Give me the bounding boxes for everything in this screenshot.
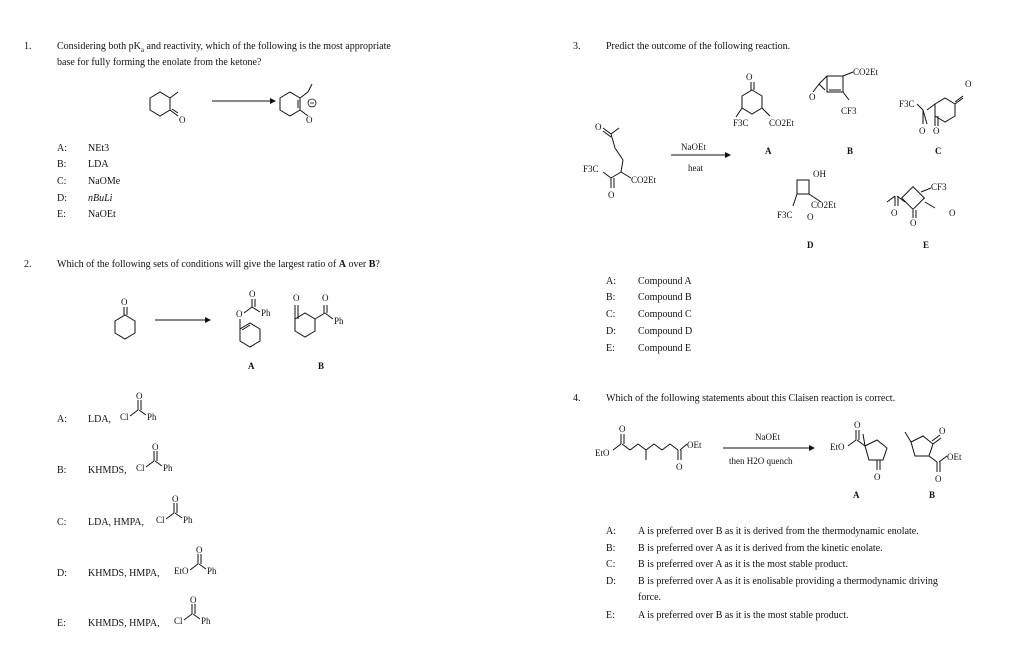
svg-text:O: O (965, 79, 972, 89)
svg-text:O: O (236, 309, 243, 319)
q3-label-d: D (807, 240, 814, 250)
svg-text:O: O (172, 495, 179, 504)
svg-text:O: O (807, 212, 814, 222)
svg-text:O: O (249, 289, 256, 299)
q4-reagent: NaOEt (755, 432, 780, 442)
q3-option-e[interactable]: Compound E (638, 343, 692, 354)
q4-number: 4. (573, 393, 581, 404)
svg-text:CO2Et: CO2Et (769, 118, 795, 128)
q3-label-b: B (847, 146, 854, 156)
q2-option-a-letter: A: (57, 414, 67, 425)
q1-option-c[interactable]: NaOMe (88, 176, 121, 187)
q2-option-c[interactable]: LDA, HMPA, (88, 517, 145, 528)
svg-text:Cl: Cl (136, 463, 145, 473)
svg-text:EtO: EtO (174, 566, 189, 576)
q3-label-e: E (923, 240, 930, 250)
svg-text:O: O (891, 208, 898, 218)
q1-option-d[interactable]: nBuLi (88, 193, 113, 204)
svg-text:O: O (809, 92, 816, 102)
q3-option-b-letter: B: (606, 292, 616, 303)
q4-option-d-continued: force. (638, 592, 662, 603)
svg-text:O: O (949, 208, 956, 218)
svg-text:O: O (306, 115, 313, 125)
svg-text:EtO: EtO (830, 442, 845, 452)
q4-question: Which of the following statements about this Claisen reaction is correct. (606, 393, 896, 404)
q3-number: 3. (573, 41, 581, 52)
q4-option-e-letter: E: (606, 610, 615, 621)
svg-text:O: O (136, 392, 143, 401)
svg-text:O: O (608, 190, 615, 200)
q4-scheme (595, 420, 1005, 505)
svg-text:O: O (152, 443, 159, 452)
q3-compound-d-oh: OH (813, 169, 826, 179)
q2-product-b-ph: Ph (334, 316, 344, 326)
svg-text:O: O (196, 546, 203, 555)
q2-scheme (100, 285, 370, 375)
svg-text:Ph: Ph (183, 515, 193, 525)
q3-option-c-letter: C: (606, 309, 616, 320)
q4-option-b[interactable]: B is preferred over A as it is derived from the kinetic enolate. (638, 543, 883, 554)
q3-sm-co2et: CO2Et (631, 175, 657, 185)
q3-scheme (565, 62, 1005, 257)
q2-option-b-reagent (134, 443, 184, 477)
q1-question: Considering both $pK_a$ and reactivity, which of the following is the most appropriate (57, 41, 391, 54)
q3-condition: heat (688, 163, 703, 173)
q4-sm-oet: OEt (687, 440, 702, 450)
q4-option-a-letter: A: (606, 526, 616, 537)
q3-option-d[interactable]: Compound D (638, 326, 693, 337)
q2-option-a-reagent (118, 392, 168, 426)
q3-option-d-letter: D: (606, 326, 616, 337)
q2-option-c-reagent (154, 495, 204, 529)
q2-option-d-reagent (172, 546, 228, 580)
q4-condition: then H2O quench (729, 456, 793, 466)
q3-question: Predict the outcome of the following reaction. (606, 41, 791, 52)
svg-text:O: O (676, 462, 683, 472)
q4-option-b-letter: B: (606, 543, 616, 554)
q2-option-a[interactable]: LDA, (88, 414, 112, 425)
svg-text:Ph: Ph (163, 463, 173, 473)
svg-text:O: O (293, 293, 300, 303)
q4-option-d[interactable]: B is preferred over A as it is enolisable providing a thermodynamic driving (638, 576, 938, 587)
q1-option-e-letter: E: (57, 209, 66, 220)
q2-label-b: B (318, 361, 325, 371)
svg-text:O: O (322, 293, 329, 303)
q2-number: 2. (24, 259, 32, 270)
q1-option-d-letter: D: (57, 193, 67, 204)
q4-option-c-letter: C: (606, 559, 616, 570)
q2-label-a: A (248, 361, 255, 371)
q2-option-e-letter: E: (57, 618, 66, 629)
svg-text:CF3: CF3 (841, 106, 857, 116)
q2-option-e[interactable]: KHMDS, HMPA, (88, 618, 160, 629)
svg-text:O: O (874, 472, 881, 482)
q2-option-c-letter: C: (57, 517, 67, 528)
q1-scheme (140, 76, 340, 126)
q1-option-a[interactable]: NEt3 (88, 143, 110, 154)
q3-reagent: NaOEt (681, 142, 706, 152)
svg-text:OEt: OEt (947, 452, 962, 462)
svg-text:O: O (619, 424, 626, 434)
q4-option-a[interactable]: A is preferred over B as it is derived from the thermodynamic enolate. (638, 526, 919, 537)
svg-text:O: O (121, 297, 128, 307)
svg-text:Cl: Cl (174, 616, 183, 626)
q1-option-a-letter: A: (57, 143, 67, 154)
svg-text:O: O (919, 126, 926, 136)
svg-text:CO2Et: CO2Et (853, 67, 879, 77)
q2-option-d[interactable]: KHMDS, HMPA, (88, 568, 160, 579)
q3-option-b[interactable]: Compound B (638, 292, 692, 303)
svg-text:Ph: Ph (147, 412, 157, 422)
q1-option-b-letter: B: (57, 159, 67, 170)
q4-option-c[interactable]: B is preferred over A as it is the most stable product. (638, 559, 848, 570)
svg-text:F3C: F3C (899, 99, 915, 109)
q1-option-e[interactable]: NaOEt (88, 209, 116, 220)
svg-text:Cl: Cl (156, 515, 165, 525)
q3-option-c[interactable]: Compound C (638, 309, 692, 320)
svg-text:Cl: Cl (120, 412, 129, 422)
q2-option-d-letter: D: (57, 568, 67, 579)
q2-option-e-reagent (172, 596, 222, 630)
svg-text:O: O (179, 115, 186, 125)
q1-number: 1. (24, 41, 32, 52)
q3-label-c: C (935, 146, 942, 156)
q3-option-a[interactable]: Compound A (638, 276, 692, 287)
q3-label-a: A (765, 146, 772, 156)
q2-product-a-ph: Ph (261, 308, 271, 318)
q1-option-c-letter: C: (57, 176, 67, 187)
svg-text:CO2Et: CO2Et (811, 200, 837, 210)
svg-text:O: O (595, 122, 602, 132)
q4-label-b: B (929, 490, 936, 500)
svg-text:O: O (939, 426, 946, 436)
svg-text:CF3: CF3 (931, 182, 947, 192)
svg-text:O: O (935, 474, 942, 484)
svg-text:F3C: F3C (733, 118, 749, 128)
q4-label-a: A (853, 490, 860, 500)
q1-option-b[interactable]: LDA (88, 159, 109, 170)
q4-option-d-letter: D: (606, 576, 616, 587)
q3-sm-f3c: F3C (583, 164, 599, 174)
svg-text:O: O (190, 596, 197, 605)
svg-text:O: O (910, 218, 917, 228)
svg-text:Ph: Ph (207, 566, 217, 576)
svg-text:O: O (933, 126, 940, 136)
q2-question: Which of the following sets of conditions will give the largest ratio of A over B? (57, 259, 380, 270)
svg-text:O: O (854, 420, 861, 430)
svg-text:Ph: Ph (201, 616, 211, 626)
q4-sm-eto: EtO (595, 448, 610, 458)
q2-option-b[interactable]: KHMDS, (88, 465, 127, 476)
q2-option-b-letter: B: (57, 465, 67, 476)
svg-text:O: O (746, 72, 753, 82)
q3-option-e-letter: E: (606, 343, 615, 354)
q4-option-e[interactable]: A is preferred over B as it is the most stable product. (638, 610, 849, 621)
q1-question-line2: base for fully forming the enolate from the ketone? (57, 57, 262, 68)
q3-option-a-letter: A: (606, 276, 616, 287)
svg-text:F3C: F3C (777, 210, 793, 220)
